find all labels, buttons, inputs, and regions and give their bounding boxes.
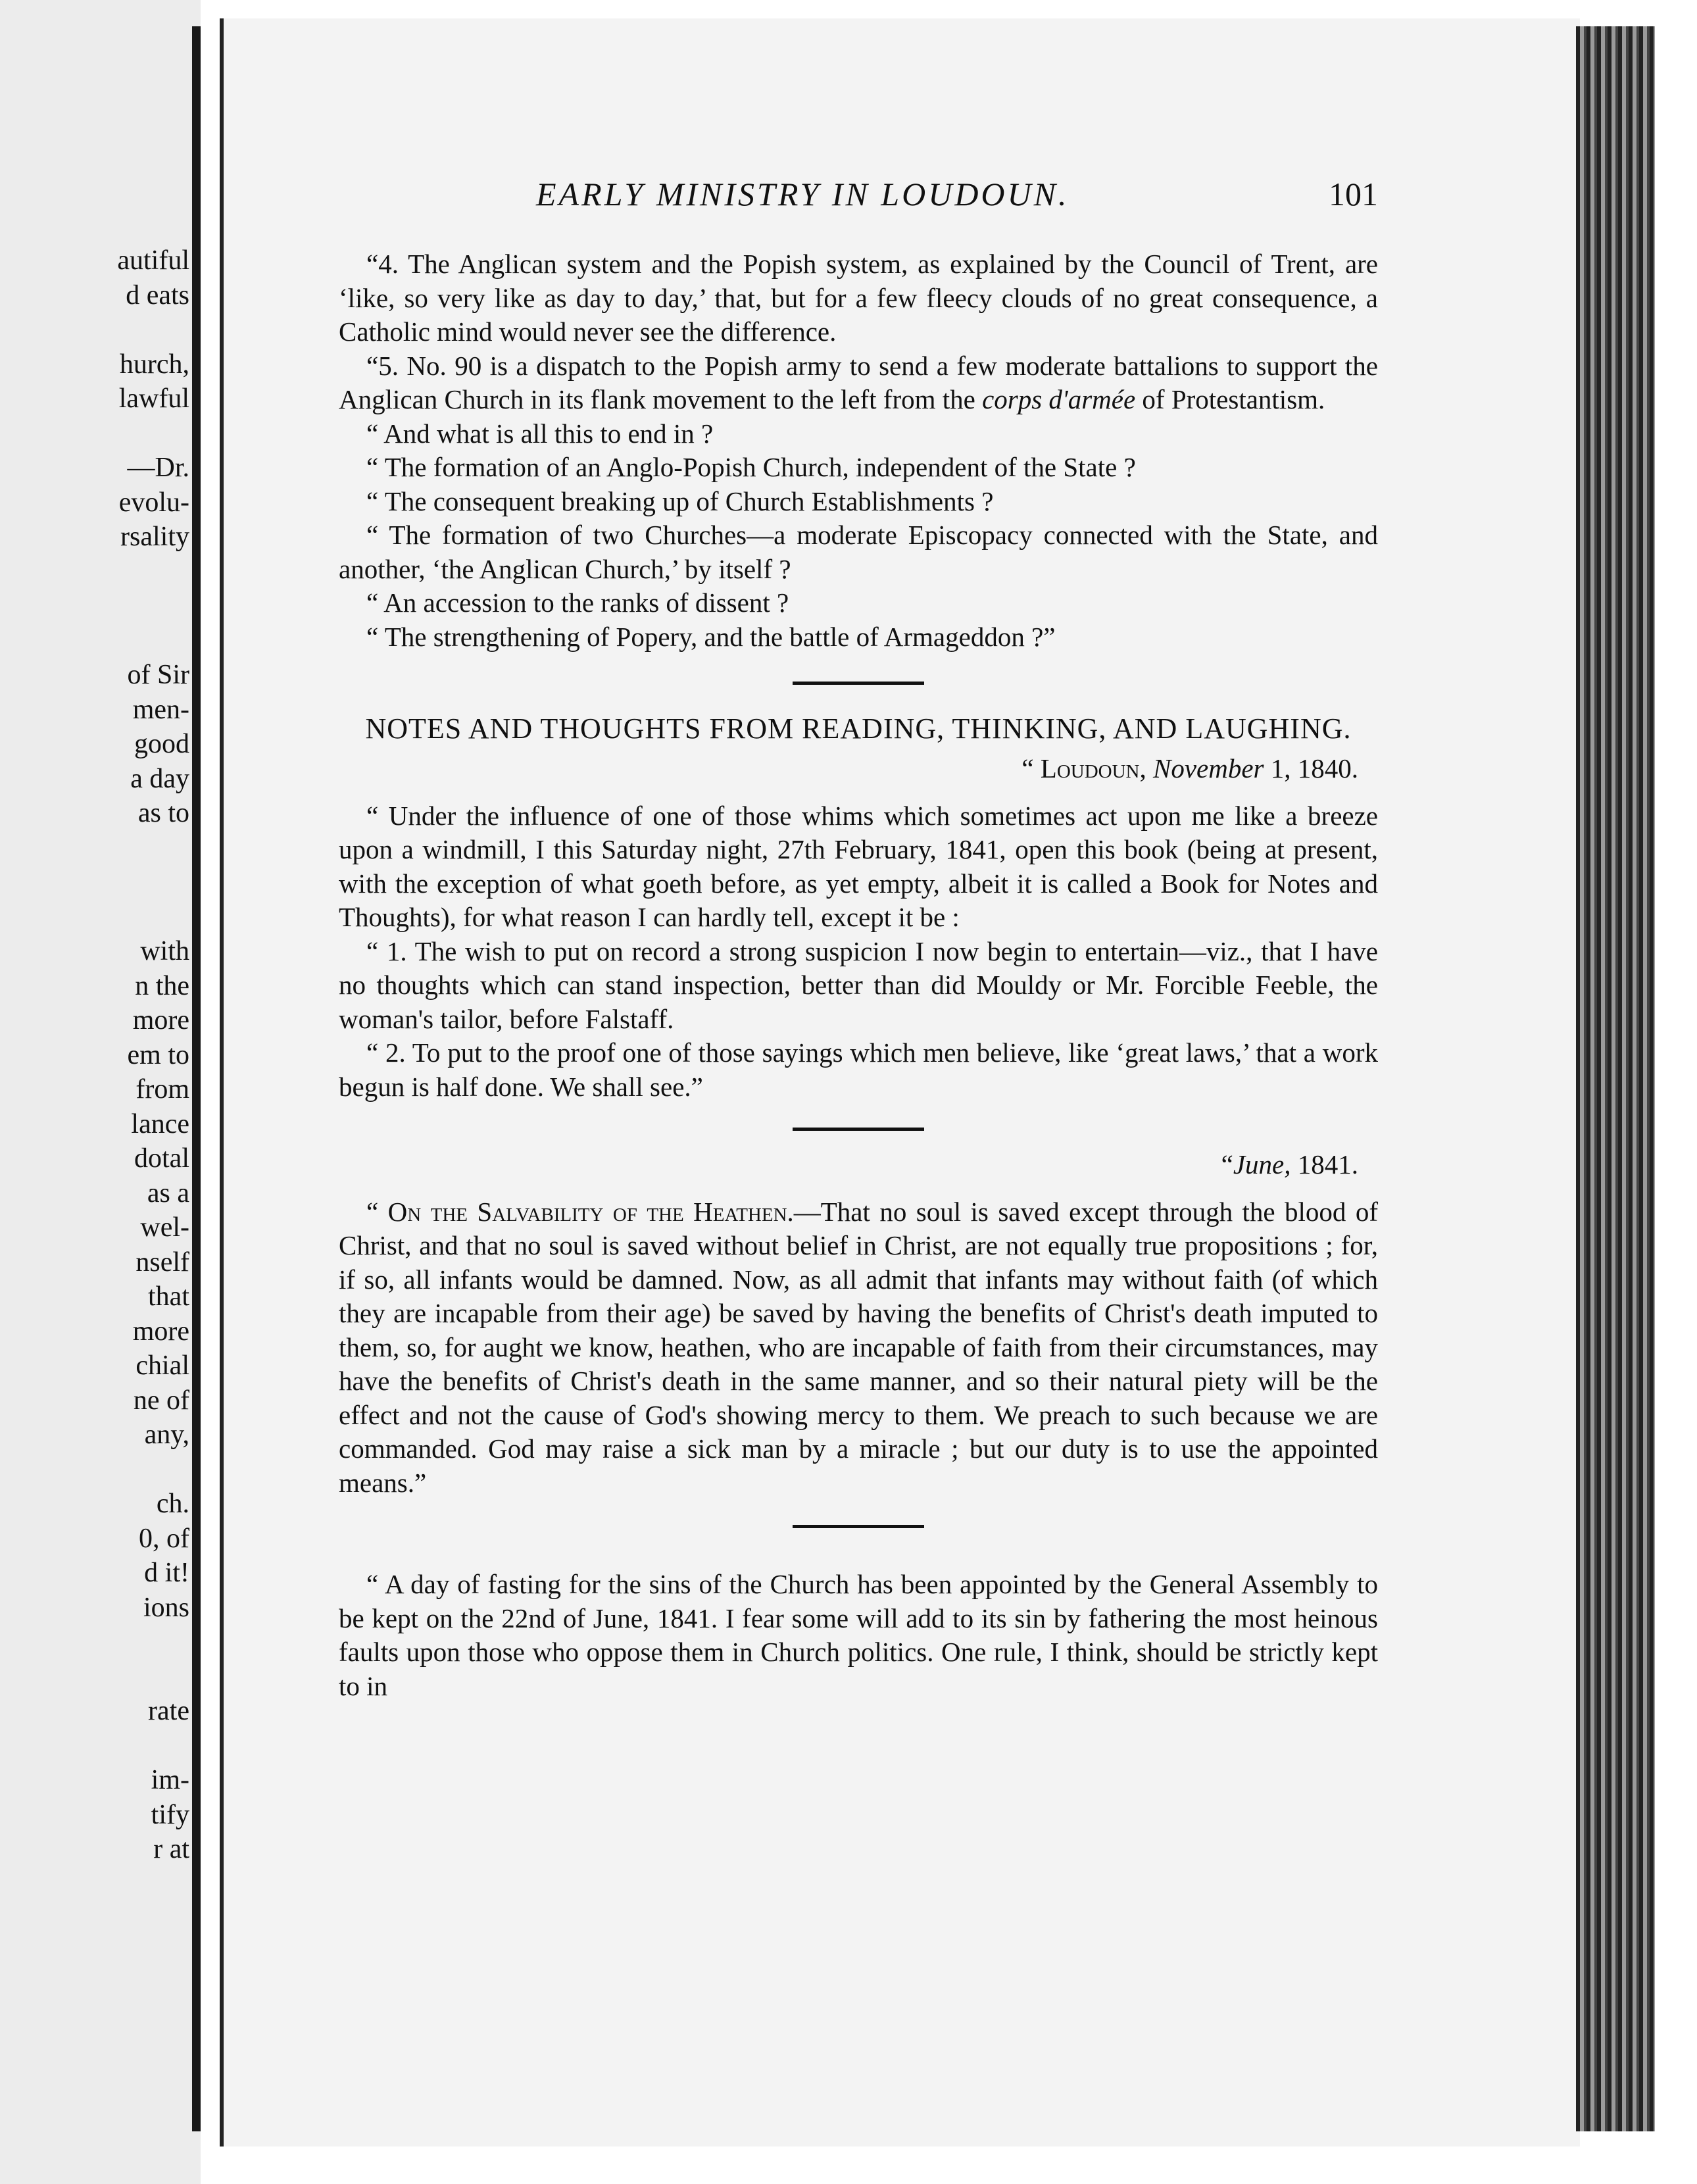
facing-page-line: from (135, 1074, 189, 1104)
dateline-year: 1, 1840. (1264, 753, 1358, 783)
facing-page-line: rsality (120, 522, 189, 552)
facing-page-line: that (148, 1281, 189, 1312)
paragraph-salvability: “ On the Salvability of the Heathen.—That no soul is saved except through the blood of Christ, and that no soul is saved without belief in Christ, are not equally true propositions ; for, if so, all infants would be damned. Now, as all admit that infants may without faith (of which they are incapable from their age) be saved by having the benefits of Christ's death imputed to them, so, for aught we know, heathen, who are incapable of faith from their circumstances, may have the benefits of Christ's death in the same manner, and so their natural piety will be the effect and not the cause of God's showing mercy to them. We preach to such because we are commanded. God may raise a sick man by a miracle ; but our duty is to use the appointed means.” (339, 1196, 1378, 1498)
facing-page-line: autiful (117, 245, 189, 276)
paragraph-point-2: “ 2. To put to the proof one of those sayings which men believe, like ‘great laws,’ that a work begun is half done. We shall see.” (339, 1037, 1378, 1102)
facing-page-line: wel- (140, 1212, 189, 1243)
facing-page-line: good (134, 729, 189, 759)
dateline-month: June, (1233, 1149, 1291, 1179)
facing-page-line: more (132, 1005, 189, 1035)
section-divider (793, 682, 924, 685)
facing-page-line (0, 624, 189, 658)
page-edges (1576, 26, 1655, 2131)
facing-page-line: d eats (126, 280, 189, 310)
dateline-month: November (1152, 753, 1264, 783)
quote-item-5-end: of Protestantism. (1135, 384, 1325, 414)
facing-page-line (0, 1625, 189, 1660)
question-line: “ And what is all this to end in ? (366, 418, 714, 449)
facing-page-line: rate (148, 1696, 189, 1726)
quote-item-5 (339, 349, 1378, 417)
facing-page-line (0, 831, 189, 866)
facing-page-line (0, 1660, 189, 1695)
facing-page-line: d it! (144, 1558, 189, 1588)
question-line: “ The strengthening of Popery, and the battle of Armageddon ?” (366, 621, 1056, 652)
facing-page-line: ch. (156, 1489, 189, 1519)
paragraph-windmill: “ Under the influence of one of those whims which sometimes act upon me like a breeze upon a windmill, I this Saturday night, 27th February, 1841, open this book (being at present, with the exception of what goeth before, as yet empty, albeit it is called a Book for Notes and Thoughts), for what reason I can hardly tell, except it be : (339, 800, 1378, 932)
facing-page-line: chial (135, 1351, 189, 1381)
paragraph-heading: On the Salvability of the Heathen. (387, 1196, 794, 1227)
question-line: “ The formation of two Churches—a moderate Episcopacy connected with the State, and another, ‘the Anglican Church,’ by itself ? (339, 520, 1378, 584)
facing-page-line: with (140, 936, 189, 966)
facing-page-line (0, 1452, 189, 1487)
quote-item-5-text: “5. No. 90 is a dispatch to the Popish army to send a few moderate battalions to support the Anglican Church in its flank movement to the left from the (339, 350, 1378, 414)
facing-page-line: hurch, (119, 349, 189, 380)
dateline-place: “ Loudoun, (1021, 753, 1153, 783)
quote-item-4: “4. The Anglican system and the Popish system, as explained by the Council of Trent, are ‘like, so very like as day to day,’ that, but for a few fleecy clouds of no great consequence, a Catholic mind would never see the difference. (339, 249, 1378, 347)
facing-page-line (0, 589, 189, 624)
facing-page-line: nself (135, 1247, 189, 1278)
facing-page-text (0, 243, 189, 1867)
running-title: EARLY MINISTRY IN LOUDOUN. (536, 176, 1070, 212)
paragraph-fasting: “ A day of fasting for the sins of the Church has been appointed by the General Assembly to be kept on the 22nd of June, 1841. I fear some will add to its sin by fathering the most heinous faults upon those who oppose them in Church politics. One rule, I think, should be strictly kept to in (339, 1569, 1378, 1701)
facing-page-line: im- (151, 1765, 189, 1795)
quote-item-5-italic: corps d'armée (982, 384, 1136, 414)
question-line: “ The consequent breaking up of Church Establishments ? (366, 485, 994, 516)
paragraph-body: —That no soul is saved except through the blood of Christ, and that no soul is saved without belief in Christ, are not equally true propositions ; for, if so, all infants would be damned. Now, as all admit that infants may without faith (of which they are incapable from their age) be saved by having the benefits of Christ's death imputed to them, so, for aught we know, heathen, who are incapable of faith from their circumstances, may have the benefits of Christ's death in the same manner, and so their natural piety will be the effect and not the cause of God's showing mercy to them. We preach to such because we are commanded. God may raise a sick man by a miracle ; but our duty is to use the appointed means.” (339, 1196, 1378, 1498)
facing-page-line: men- (132, 694, 189, 725)
section-divider (793, 1525, 924, 1528)
dateline-1841: “June, 1841. (1221, 1149, 1358, 1179)
gutter-shadow (192, 26, 201, 2131)
facing-page-line: tify (151, 1799, 189, 1830)
scan-margin (1655, 39, 1697, 2118)
facing-page-line: ions (143, 1592, 189, 1623)
facing-page-line: 0, of (139, 1523, 189, 1554)
facing-page-line: dotal (134, 1143, 189, 1174)
paragraph-point-1: “ 1. The wish to put on record a strong suspicion I now begin to entertain—viz., that I have no thoughts which can stand inspection, better than did Mouldy or Mr. Forcible Feeble, the woman's tailor, before Falstaff. (339, 935, 1378, 1034)
facing-page-line: of Sir (127, 660, 189, 690)
facing-page-line: lance (131, 1108, 189, 1139)
facing-page-line (0, 900, 189, 935)
running-head (339, 178, 1378, 224)
facing-page-line: lawful (118, 384, 189, 414)
section-divider (793, 1128, 924, 1131)
page-content (339, 178, 1378, 1703)
question-line: “ The formation of an Anglo-Popish Church, independent of the State ? (366, 452, 1136, 482)
facing-page-line: ne of (133, 1385, 189, 1416)
facing-page-line (0, 555, 189, 589)
facing-page-line: —Dr. (127, 453, 189, 483)
facing-page-line: as to (137, 798, 189, 828)
facing-page-line: more (132, 1316, 189, 1347)
facing-page-line (0, 865, 189, 900)
section-heading: NOTES AND THOUGHTS FROM READING, THINKING, AND LAUGHING. (365, 712, 1352, 745)
facing-page-line: r at (153, 1834, 189, 1864)
dateline-1840 (339, 752, 1378, 786)
facing-page-line (0, 312, 189, 347)
facing-page-line: as a (147, 1178, 189, 1208)
facing-page-line: a day (130, 763, 189, 794)
page-number: 101 (1329, 176, 1378, 212)
facing-page-fragment (0, 0, 201, 2184)
facing-page-line: evolu- (118, 487, 189, 518)
facing-page-line: any, (144, 1420, 189, 1450)
facing-page-line (0, 1729, 189, 1764)
question-line: “ An accession to the ranks of dissent ? (366, 587, 789, 618)
facing-page-line: em to (127, 1039, 189, 1070)
dateline-year: 1841. (1291, 1149, 1358, 1179)
facing-page-line (0, 416, 189, 451)
facing-page-line: n the (135, 970, 189, 1001)
